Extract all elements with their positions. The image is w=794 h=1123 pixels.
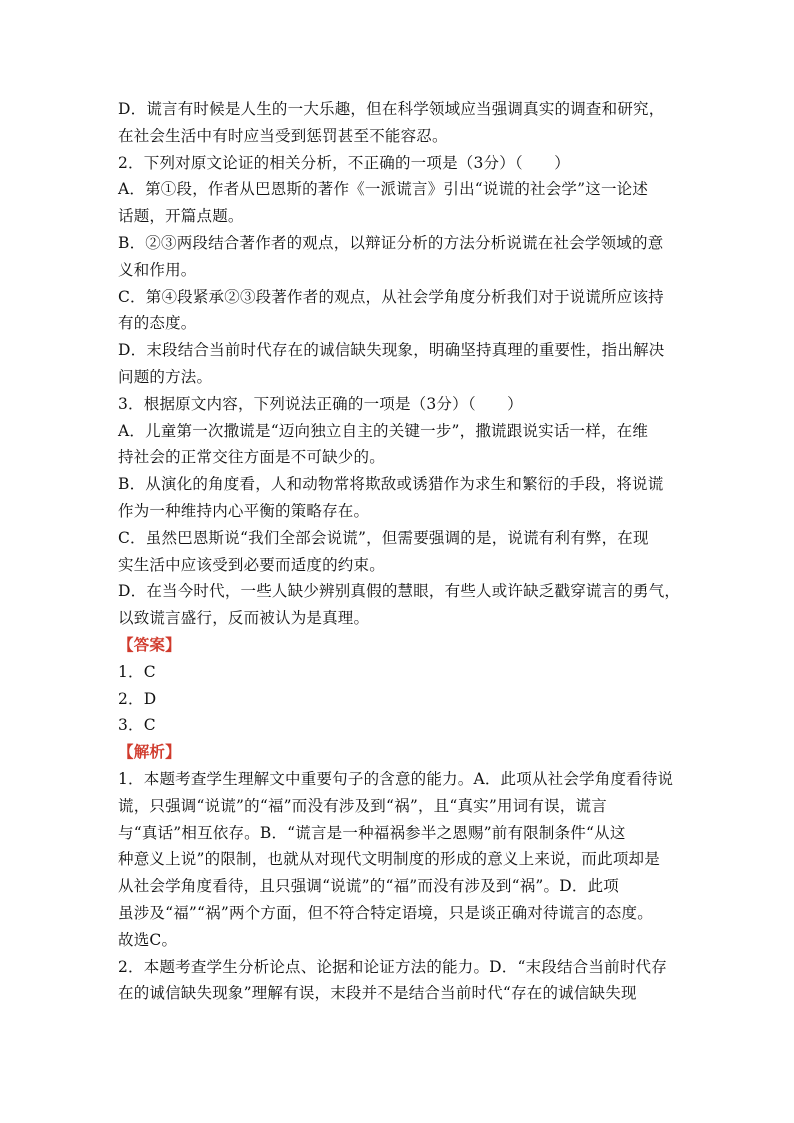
- answer-item: 2．D: [118, 689, 157, 708]
- text-line: 与“真话”相互依存。B．“谎言是一种福祸参半之恩赐”前有限制条件“从这: [118, 823, 626, 842]
- question3-stem: 3．根据原文内容，下列说法正确的一项是（3分）（ ）: [118, 394, 523, 413]
- text-line: 谎，只强调“说谎”的“福”而没有涉及到“祸”，且“真实”用词有误，谎言: [118, 796, 607, 815]
- question1-option-d: [118, 96, 680, 150]
- text-line: 有的态度。: [118, 314, 197, 333]
- text-line: 2．本题考查学生分析论点、论据和论证方法的能力。D．“末段结合当前时代存: [118, 957, 667, 976]
- text-line: B．从演化的角度看，人和动物常将欺敌或诱猎作为求生和繁衍的手段，将说谎: [118, 475, 664, 494]
- question2-option-b: [118, 230, 680, 284]
- text-line: 义和作用。: [118, 260, 197, 279]
- answer-section: [118, 632, 680, 739]
- text-line: 种意义上说”的限制，也就从对现代文明制度的形成的意义上来说，而此项却是: [118, 850, 660, 869]
- text-line: 在社会生活中有时应当受到惩罚甚至不能容忍。: [118, 126, 448, 145]
- answer-item: 1．C: [118, 662, 156, 681]
- analysis-item-1: [118, 766, 680, 954]
- text-line: A．儿童第一次撒谎是“迈向独立自主的关键一步”，撒谎跟说实话一样，在维: [118, 421, 649, 440]
- text-line: 问题的方法。: [118, 367, 213, 386]
- question2: [118, 150, 680, 391]
- text-line: 以致谎言盛行，反而被认为是真理。: [118, 609, 370, 628]
- question2-stem: 2．下列对原文论证的相关分析，不正确的一项是（3分）（ ）: [118, 153, 570, 172]
- text-line: D．末段结合当前时代存在的诚信缺失现象，明确坚持真理的重要性，指出解决: [118, 341, 665, 360]
- text-line: 故选C。: [118, 930, 178, 949]
- question2-option-d: [118, 337, 680, 391]
- analysis-section: [118, 739, 680, 1007]
- text-line: 在的诚信缺失现象”理解有误，末段并不是结合当前时代“存在的诚信缺失现: [118, 984, 637, 1003]
- question3-option-a: [118, 418, 680, 472]
- answer-heading: 【答案】: [118, 635, 181, 654]
- text-line: 实生活中应该受到必要而适度的约束。: [118, 555, 385, 574]
- text-line: 虽涉及“福”“祸”两个方面，但不符合特定语境，只是谈正确对待谎言的态度。: [118, 903, 653, 922]
- answer-item: 3．C: [118, 716, 156, 735]
- text-line: 1．本题考查学生理解文中重要句子的含意的能力。A．此项从社会学角度看待说: [118, 769, 674, 788]
- analysis-heading: 【解析】: [118, 743, 181, 762]
- question3-option-c: [118, 525, 680, 579]
- text-line: C．虽然巴恩斯说“我们全部会说谎”，但需要强调的是，说谎有利有弊，在现: [118, 528, 649, 547]
- text-line: C．第④段紧承②③段著作者的观点，从社会学角度分析我们对于说谎所应该持: [118, 287, 664, 306]
- text-line: A．第①段，作者从巴恩斯的著作《一派谎言》引出“说谎的社会学”这一论述: [118, 180, 649, 199]
- question3-option-b: [118, 471, 680, 525]
- text-line: B．②③两段结合著作者的观点，以辩证分析的方法分析说谎在社会学领域的意: [118, 233, 664, 252]
- text-line: 作为一种维持内心平衡的策略存在。: [118, 501, 370, 520]
- question3-option-d: [118, 578, 680, 632]
- text-line: D．在当今时代，一些人缺少辨别真假的慧眼，有些人或许缺乏戳穿谎言的勇气，: [118, 582, 681, 601]
- question3: [118, 391, 680, 632]
- document-page: [118, 96, 680, 1007]
- text-line: D．谎言有时候是人生的一大乐趣，但在科学领域应当强调真实的调查和研究，: [118, 100, 665, 118]
- question2-option-c: [118, 284, 680, 338]
- text-line: 从社会学角度看待，且只强调“说谎”的“福”而没有涉及到“祸”。D．此项: [118, 877, 619, 896]
- analysis-item-2: [118, 954, 680, 1008]
- question2-option-a: [118, 176, 680, 230]
- text-line: 持社会的正常交往方面是不可缺少的。: [118, 448, 385, 467]
- text-line: 话题，开篇点题。: [118, 207, 244, 226]
